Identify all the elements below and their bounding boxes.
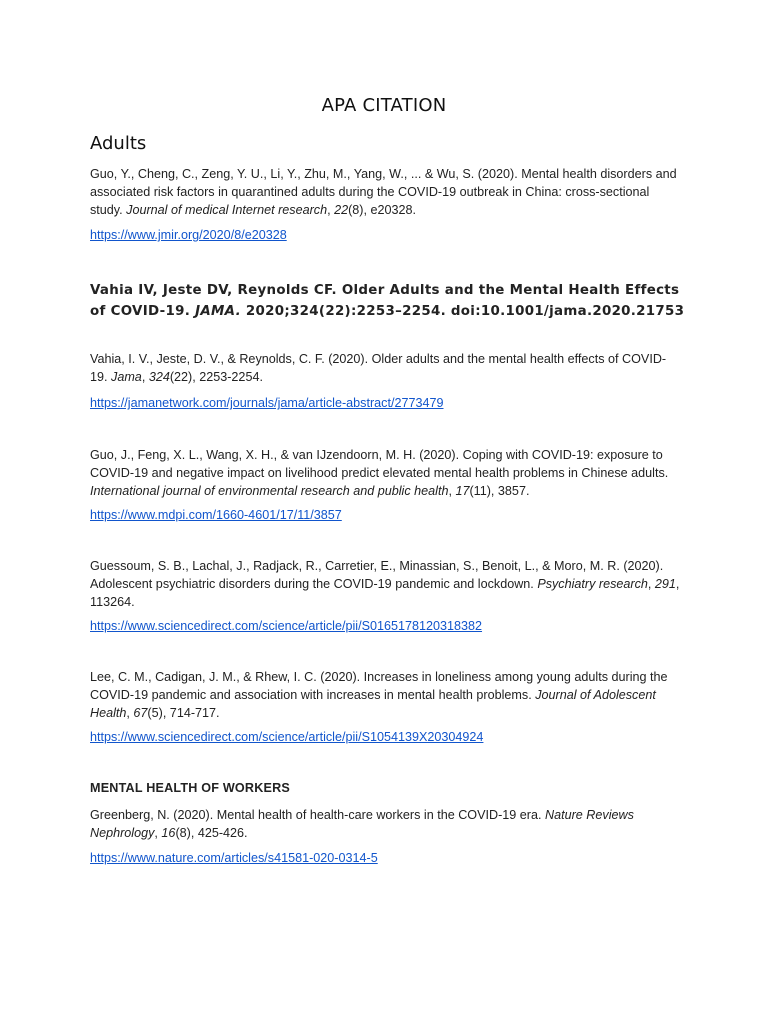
journal-volume: 67: [133, 706, 148, 720]
citation-pages: (5), 714-717.: [147, 706, 220, 720]
section-heading-workers: MENTAL HEALTH OF WORKERS: [90, 781, 290, 795]
citation-link-jmir[interactable]: https://www.jmir.org/2020/8/e20328: [90, 228, 287, 242]
journal-volume: 324: [148, 370, 170, 384]
citation-link-jamanetwork[interactable]: https://jamanetwork.com/journals/jama/article-abstract/2773479: [90, 396, 444, 410]
citation-link-mdpi[interactable]: https://www.mdpi.com/1660-4601/17/11/3857: [90, 508, 342, 522]
jama-heading-journal: JAMA.: [195, 304, 241, 319]
citation-guo-j: [90, 446, 680, 500]
citation-pages: (22), 2253-2254.: [169, 370, 263, 384]
citation-lee: [90, 668, 680, 722]
citation-text: Vahia, I. V., Jeste, D. V., & Reynolds, C. F. (2020). Older adults and the mental health effects of COVID-19.: [90, 352, 667, 384]
section-heading-adults: Adults: [90, 133, 147, 154]
jama-heading-text: Vahia IV, Jeste DV, Reynolds CF. Older Adults and the Mental Health Effects of COVID-19.: [90, 283, 680, 319]
separator: ,: [141, 370, 149, 384]
citation-pages: (11), 3857.: [469, 484, 530, 498]
separator: ,: [327, 203, 335, 217]
citation-guo-y: [90, 165, 680, 219]
page-title: APA CITATION: [321, 95, 447, 116]
separator: ,: [647, 577, 655, 591]
journal-name: Nature Reviews Nephrology: [90, 808, 634, 840]
separator: ,: [126, 706, 134, 720]
citation-text: Lee, C. M., Cadigan, J. M., & Rhew, I. C. (2020). Increases in loneliness among young adults during the COVID-19 pandemic and association with increases in mental health problems.: [90, 670, 668, 702]
citation-text: Guessoum, S. B., Lachal, J., Radjack, R., Carretier, E., Minassian, S., Benoit, L., & Moro, M. R. (2020). Adolescent psychiatric disorders during the COVID-19 pandemic and lockdown.: [90, 559, 664, 591]
journal-volume: 17: [455, 484, 470, 498]
citation-text: Greenberg, N. (2020). Mental health of health-care workers in the COVID-19 era.: [90, 808, 545, 822]
separator: ,: [154, 826, 162, 840]
journal-name: Jama: [111, 370, 142, 384]
citation-greenberg: [90, 806, 680, 842]
citation-vahia: [90, 350, 680, 386]
journal-name: International journal of environmental research and public health: [90, 484, 449, 498]
journal-name: Journal of Adolescent Health: [90, 688, 656, 720]
citation-link-sciencedirect-2[interactable]: https://www.sciencedirect.com/science/article/pii/S1054139X20304924: [90, 730, 484, 744]
citation-pages: (8), 425-426.: [175, 826, 248, 840]
journal-volume: 291: [654, 577, 676, 591]
journal-name: Psychiatry research: [537, 577, 648, 591]
citation-pages: (8), e20328.: [348, 203, 417, 217]
citation-guessoum: [90, 557, 680, 611]
jama-citation-heading: [90, 280, 690, 322]
citation-pages: , 113264.: [90, 577, 680, 609]
journal-volume: 16: [161, 826, 176, 840]
separator: ,: [448, 484, 456, 498]
journal-volume: 22: [334, 203, 349, 217]
citation-link-sciencedirect-1[interactable]: https://www.sciencedirect.com/science/article/pii/S0165178120318382: [90, 619, 483, 633]
citation-link-nature[interactable]: https://www.nature.com/articles/s41581-020-0314-5: [90, 851, 378, 865]
jama-heading-details: 2020;324(22):2253–2254. doi:10.1001/jama.2020.21753: [240, 304, 685, 319]
citation-text: Guo, J., Feng, X. L., Wang, X. H., & van IJzendoorn, M. H. (2020). Coping with COVID-19: exposure to COVID-19 and negative impact on livelihood predict elevated mental health problems in Chinese adults.: [90, 448, 669, 480]
citation-text: Guo, Y., Cheng, C., Zeng, Y. U., Li, Y., Zhu, M., Yang, W., ... & Wu, S. (2020). Mental health disorders and associated risk factors in quarantined adults during the COVID-19 outbreak in China: cross-sectional study.: [90, 167, 677, 217]
journal-name: Journal of medical Internet research: [126, 203, 328, 217]
